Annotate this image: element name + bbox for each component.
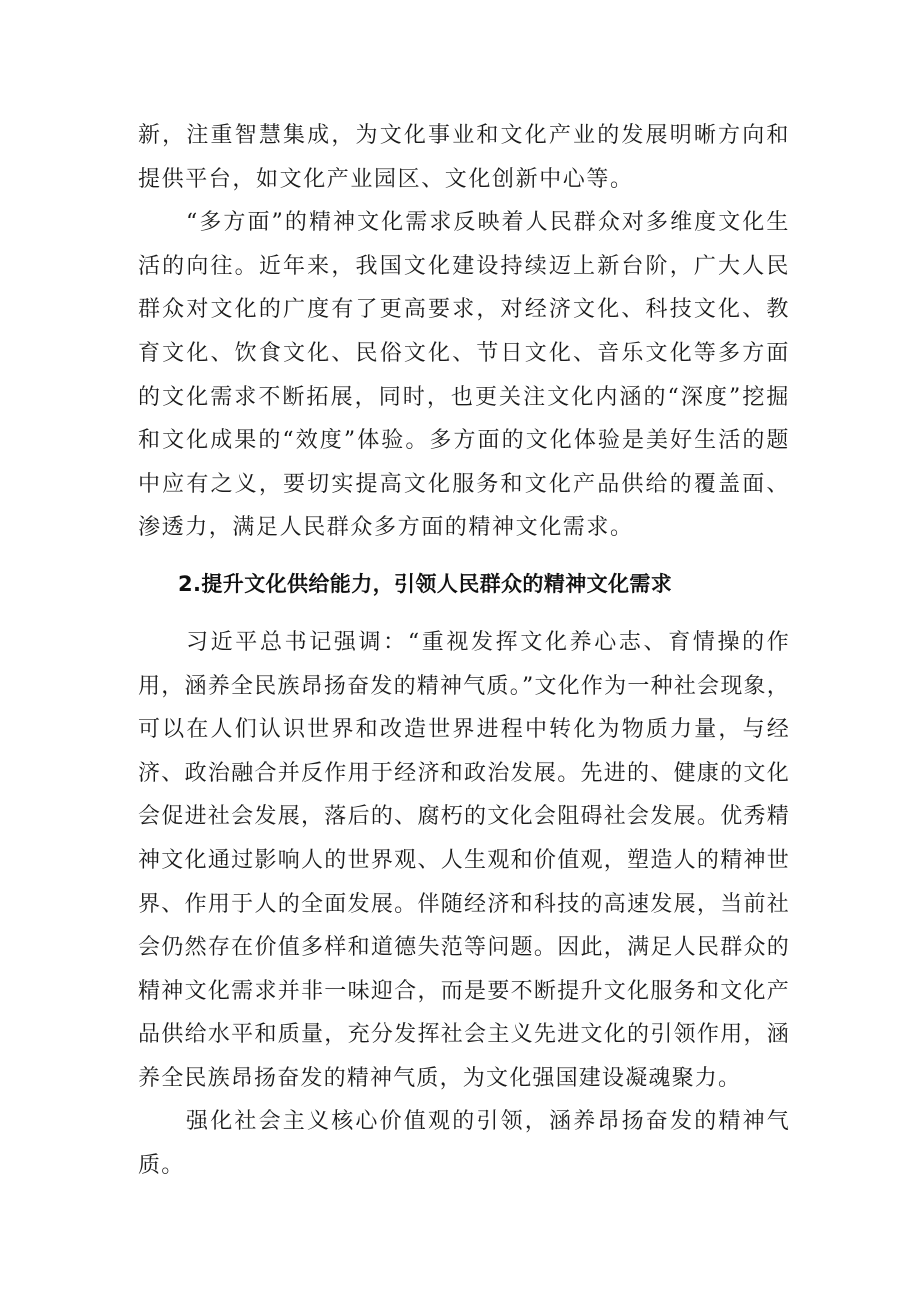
- paragraph-multifaceted-demand: “多方面”的精神文化需求反映着人民群众对多维度文化生活的向往。近年来，我国文化建设持续迈上新台阶，广大人民群众对文化的广度有了更高要求，对经济文化、科技文化、教育文化、饮食文化、民俗文化、节日文化、音乐文化等多方面的文化需求不断拓展，同时，也更关注文化内涵的“深度”挖掘和文化成果的“效度”体验。多方面的文化体验是美好生活的题中应有之义，要切实提高文化服务和文化产品供给的覆盖面、渗透力，满足人民群众多方面的精神文化需求。: [138, 210, 790, 541]
- paragraph-core-values: 强化社会主义核心价值观的引领，涵养昂扬奋发的精神气质。: [138, 1109, 790, 1179]
- section-heading: 2.提升文化供给能力，引领人民群众的精神文化需求: [178, 571, 673, 596]
- paragraph-continuation: 新，注重智慧集成，为文化事业和文化产业的发展明晰方向和提供平台，如文化产业园区、文化创新中心等。: [138, 123, 790, 192]
- document-body: [138, 114, 790, 1188]
- paragraph-xi-quote: 习近平总书记强调：“重视发挥文化养心志、育情操的作用，涵养全民族昂扬奋发的精神气质。”文化作为一种社会现象，可以在人们认识世界和改造世界进程中转化为物质力量，与经济、政治融合并反作用于经济和政治发展。先进的、健康的文化会促进社会发展，落后的、腐朽的文化会阻碍社会发展。优秀精神文化通过影响人的世界观、人生观和价值观，塑造人的精神世界、作用于人的全面发展。伴随经济和科技的高速发展，当前社会仍然存在价值多样和道德失范等问题。因此，满足人民群众的精神文化需求并非一味迎合，而是要不断提升文化服务和文化产品供给水平和质量，充分发挥社会主义先进文化的引领作用，涵养全民族昂扬奋发的精神气质，为文化强国建设凝魂聚力。: [138, 629, 790, 1091]
